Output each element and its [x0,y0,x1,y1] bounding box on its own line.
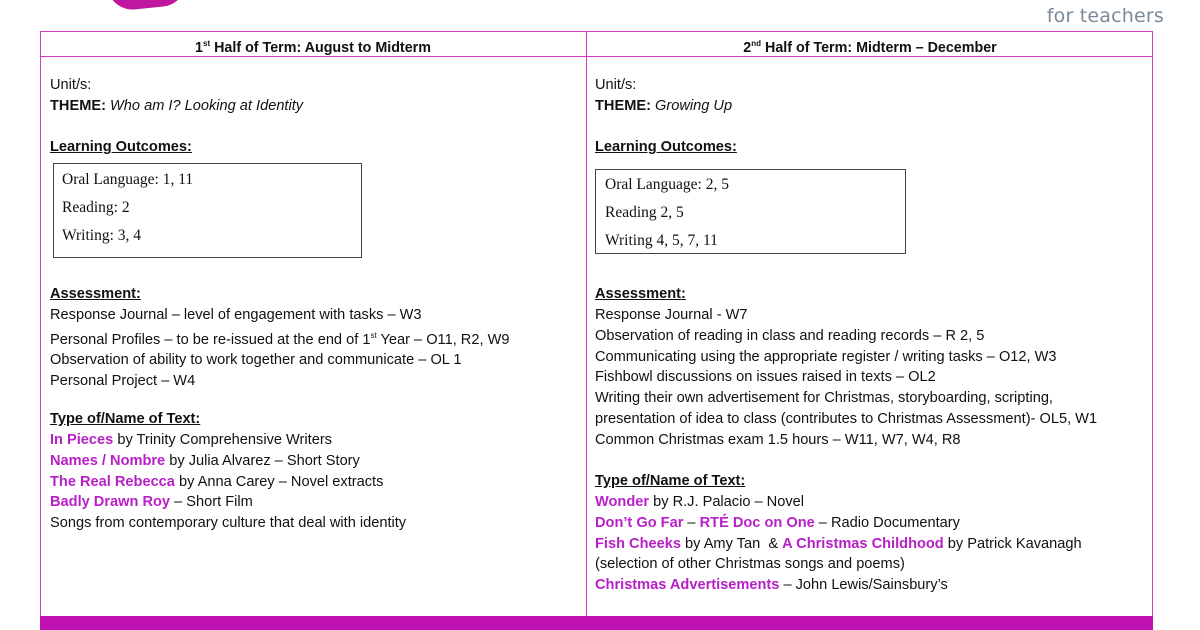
text-item: The Real Rebecca by Anna Carey – Novel extracts [50,473,384,490]
outcome-item: Writing 4, 5, 7, 11 [605,232,718,249]
text-item: Fish Cheeks by Amy Tan & A Christmas Childhood by Patrick Kavanagh [595,535,1082,552]
column-divider [586,31,587,616]
right-texts-label: Type of/Name of Text: [595,473,746,489]
text-item: Badly Drawn Roy – Short Film [50,494,253,511]
right-outcomes-label: Learning Outcomes: [595,139,737,155]
assessment-item: Personal Project – W4 [50,373,196,390]
assessment-item: Writing their own advertisement for Christmas, storyboarding, scripting, [595,390,1053,407]
right-column-header: 2nd Half of Term: Midterm – December [743,39,997,56]
right-unit-label: Unit/s: [595,77,637,93]
brand-logo-swoosh [107,0,189,12]
assessment-item: presentation of idea to class (contributes to Christmas Assessment)- OL5, W1 [595,410,1098,427]
assessment-item: Observation of ability to work together and communicate – OL 1 [50,352,462,369]
outcome-item: Reading: 2 [62,199,130,216]
outcome-item: Writing: 3, 4 [62,227,142,244]
right-assessment-list [595,305,1097,451]
left-column-header: 1st Half of Term: August to Midterm [195,39,431,56]
assessment-item: Fishbowl discussions on issues raised in texts – OL2 [595,369,936,386]
text-item: Wonder by R.J. Palacio – Novel [595,494,804,510]
outcome-item: Oral Language: 2, 5 [605,176,729,193]
text-item: Names / Nombre by Julia Alvarez – Short Story [50,452,360,469]
left-theme: THEME: Who am I? Looking at Identity [50,98,304,114]
left-texts-list [50,430,406,534]
text-item: Songs from contemporary culture that deal with identity [50,515,407,532]
header-divider [40,56,1153,57]
right-texts-list [595,492,1082,596]
assessment-item: Personal Profiles – to be re-issued at the end of 1st Year – O11, R2, W9 [50,330,510,348]
right-theme: THEME: Growing Up [595,98,733,114]
assessment-item: Communicating using the appropriate register / writing tasks – O12, W3 [595,348,1057,365]
outcome-item: Reading 2, 5 [605,204,684,221]
footer-band [40,616,1153,630]
assessment-item: Common Christmas exam 1.5 hours – W11, W7, W4, R8 [595,431,961,448]
assessment-item: Response Journal - W7 [595,307,748,323]
right-assessment-label: Assessment: [595,286,686,302]
assessment-item: Response Journal – level of engagement with tasks – W3 [50,307,422,323]
text-item: Christmas Advertisements – John Lewis/Sainsbury’s [595,577,948,594]
left-texts-label: Type of/Name of Text: [50,411,201,427]
left-outcomes-label: Learning Outcomes: [50,139,192,155]
left-outcomes-box [53,163,362,258]
text-item: In Pieces by Trinity Comprehensive Writers [50,432,332,448]
text-item: Don’t Go Far – RTÉ Doc on One – Radio Documentary [595,514,960,531]
brand-tagline: for teachers [1046,5,1164,27]
outcome-item: Oral Language: 1, 11 [62,171,194,188]
left-unit-label: Unit/s: [50,77,92,93]
assessment-item: Observation of reading in class and reading records – R 2, 5 [595,327,985,344]
right-outcomes-box [595,169,906,254]
table-right-border [1152,31,1153,616]
table-left-border [40,31,41,616]
left-assessment-label: Assessment: [50,286,141,302]
left-assessment-list [50,305,509,392]
text-item: (selection of other Christmas songs and poems) [595,556,905,573]
